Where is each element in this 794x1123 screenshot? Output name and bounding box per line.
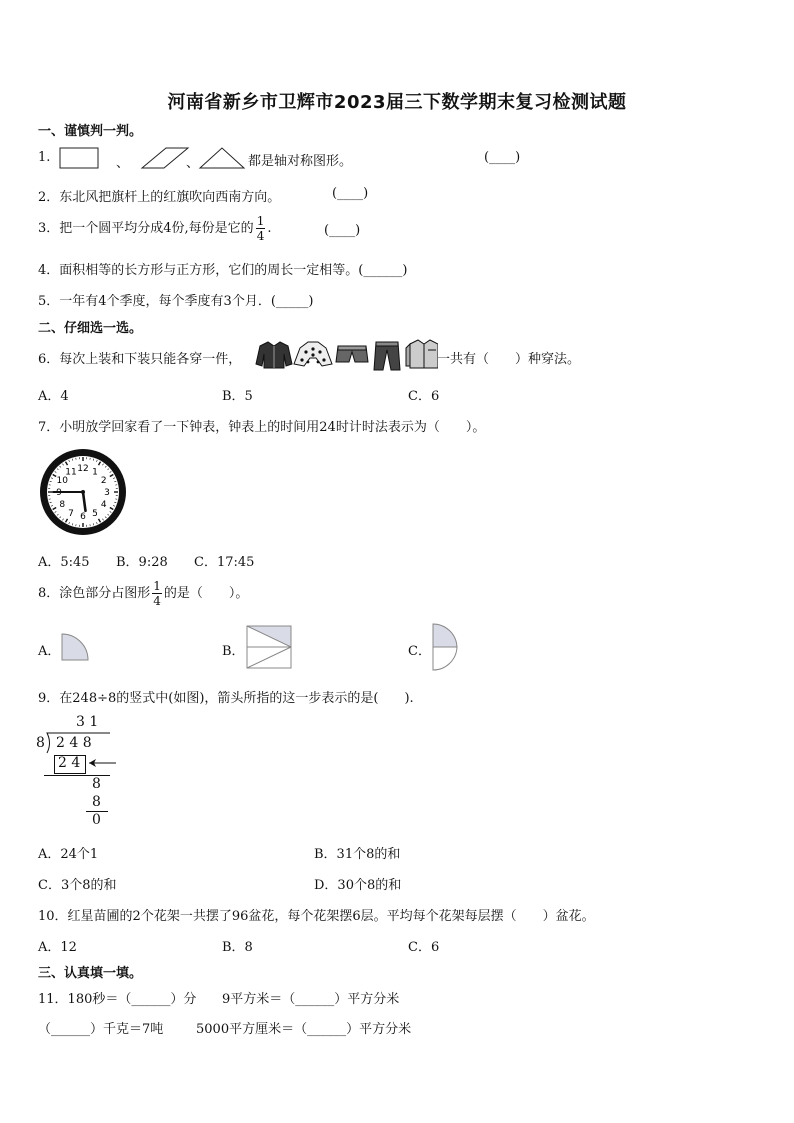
q6-option-a[interactable]: A．4 [38, 389, 69, 404]
q10-option-c[interactable]: C．6 [408, 940, 440, 955]
q3-answer-blank[interactable]: (____) [324, 223, 361, 238]
parallelogram-shape [142, 148, 188, 168]
analog-clock [38, 446, 128, 538]
q8-option-b[interactable]: B． [222, 644, 245, 659]
q7-option-b[interactable]: B．9:28 [116, 555, 168, 570]
long-division-diagram [34, 714, 134, 832]
division-divisor: 8 [36, 735, 45, 751]
clock-number: 8 [59, 500, 66, 511]
q6-question: 一共有（ ）种穿法。 [437, 352, 581, 367]
q2-answer-blank[interactable]: (____) [332, 186, 369, 201]
q8-question: 的是（ ）。 [163, 586, 249, 601]
q7-text: 7．小明放学回家看了一下钟表，钟表上的时间用24时计时法表示为（ ）。 [38, 420, 486, 435]
section-heading-3: 三、认真填一填。 [38, 966, 143, 981]
polka-dot-top-icon [294, 342, 332, 366]
q11-part-2[interactable]: 9平方米＝（______）平方分米 [222, 992, 400, 1007]
division-quotient: 3 1 [76, 714, 99, 730]
q8-option-a[interactable]: A． [38, 644, 61, 659]
q7-option-c[interactable]: C．17:45 [194, 555, 255, 570]
q11-part-4[interactable]: 5000平方厘米＝（______）平方分米 [196, 1022, 412, 1037]
quarter-circle-figure [60, 632, 90, 662]
q6-text: 6．每次上装和下装只能各穿一件， [38, 352, 242, 367]
division-step-1: 2 4 [58, 755, 81, 771]
q1-separator: 、 [116, 156, 130, 171]
rectangle-shape [60, 148, 98, 168]
q9-text: 9．在248÷8的竖式中(如图)，箭头所指的这一步表示的是( ). [38, 691, 414, 706]
q8-line [38, 580, 248, 607]
arrow-left-icon [86, 757, 116, 769]
q9-option-a[interactable]: A．24个1 [38, 847, 99, 862]
q9-option-c[interactable]: C．3个8的和 [38, 878, 117, 893]
q10-text: 10．红星苗圃的2个花架一共摆了96盆花，每个花架摆6层。平均每个花架每层摆（ ）盆花。 [38, 909, 595, 924]
q6-option-b[interactable]: B．5 [222, 389, 253, 404]
jacket-icon [256, 342, 292, 368]
division-dividend: 2 4 8 [56, 735, 92, 751]
clock-number: 9 [56, 488, 62, 499]
shorts-icon [336, 346, 368, 362]
q1-number: 1. [38, 150, 51, 165]
q10-option-b[interactable]: B．8 [222, 940, 253, 955]
clock-number: 12 [77, 464, 89, 475]
q10-option-a[interactable]: A．12 [38, 940, 77, 955]
q2-text: 2．东北风把旗杆上的红旗吹向西南方向。 [38, 190, 281, 205]
q4-text: 4．面积相等的长方形与正方形，它们的周长一定相等。(______) [38, 263, 408, 278]
divided-square-figure [245, 624, 295, 670]
q9-option-d[interactable]: D．30个8的和 [314, 878, 402, 893]
half-circle-figure [431, 622, 461, 672]
clock-number: 5 [92, 508, 98, 519]
q11-part-3[interactable]: （______）千克＝7吨 [38, 1022, 164, 1037]
fraction-one-quarter: $\frac{1}{4}$ [153, 579, 161, 608]
q11-part-1[interactable]: 11．180秒＝（______）分 [38, 992, 197, 1007]
triangle-shape [200, 148, 244, 168]
q7-option-a[interactable]: A．5:45 [38, 555, 90, 570]
clock-number: 10 [56, 476, 68, 487]
q3-line [38, 215, 271, 242]
clock-number: 7 [68, 508, 74, 519]
section-heading-1: 一、谨慎判一判。 [38, 124, 143, 139]
division-remainder-1: 8 [92, 776, 101, 792]
page-title: 河南省新乡市卫辉市2023届三下数学期末复习检测试题 [167, 92, 627, 113]
section-heading-2: 二、仔细选一选。 [38, 321, 143, 336]
q1-text: 都是轴对称图形。 [248, 154, 353, 169]
trousers-icon [374, 342, 400, 370]
clock-number: 6 [80, 512, 86, 523]
q3-text: 3．把一个圆平均分成4份,每份是它的 [38, 221, 254, 236]
q6-clothes [254, 338, 438, 372]
q1-separator: 、 [186, 156, 200, 171]
clock-number: 4 [100, 500, 107, 511]
clock-number: 1 [92, 467, 98, 478]
clock-number: 2 [100, 476, 107, 487]
q8-option-c[interactable]: C． [408, 644, 431, 659]
clock-number: 3 [104, 488, 110, 499]
coat-icon [406, 340, 438, 368]
division-remainder-2: 0 [92, 812, 101, 828]
q3-period: . [267, 221, 272, 236]
q5-text: 5．一年有4个季度，每个季度有3个月．(_____) [38, 294, 314, 309]
q1-shapes [58, 146, 248, 172]
q9-option-b[interactable]: B．31个8的和 [314, 847, 401, 862]
division-step-2: 8 [92, 794, 101, 810]
clock-number: 11 [65, 467, 77, 478]
q1-answer-blank[interactable]: (____) [484, 150, 521, 165]
q8-text: 8．涂色部分占图形 [38, 586, 151, 601]
fraction-one-quarter: $\frac{1}{4}$ [256, 214, 265, 243]
q6-option-c[interactable]: C．6 [408, 389, 440, 404]
